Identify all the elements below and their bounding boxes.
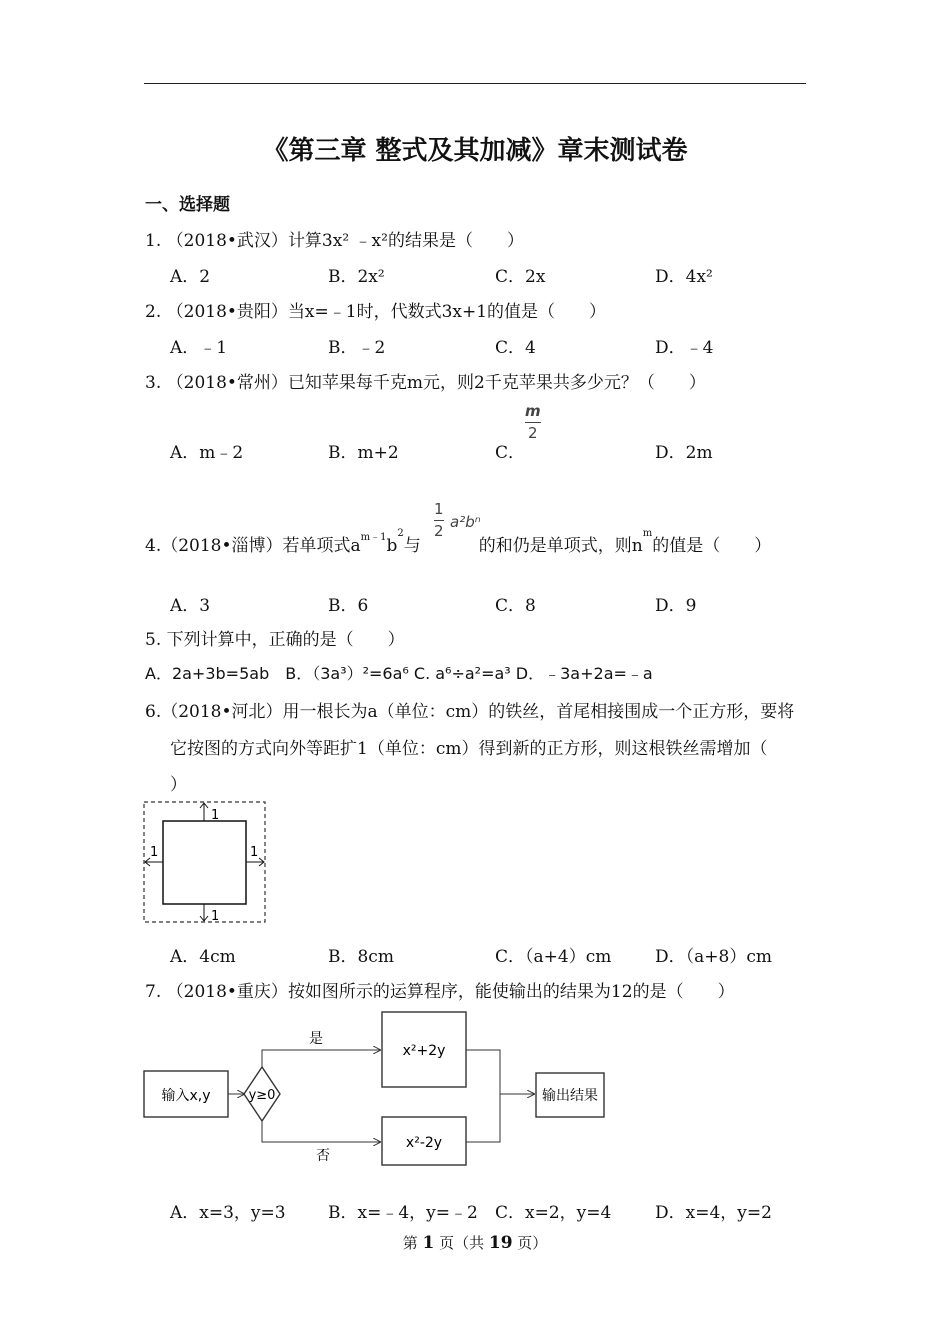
q1-option-a: A．2 <box>170 267 211 287</box>
question-6-line-1: 6.（2018•河北）用一根长为a（单位：cm）的铁丝，首尾相接围成一个正方形，要将 <box>145 702 795 722</box>
q3-option-a: A．m﹣2 <box>170 443 244 463</box>
q4-fraction-term: a²bⁿ <box>450 513 481 531</box>
q3-option-b: B．m+2 <box>328 443 399 463</box>
question-2: 2. （2018•贵阳）当x=﹣1时，代数式3x+1的值是（ ） <box>145 302 607 322</box>
header-rule <box>144 83 806 84</box>
page-total: 19 <box>488 1233 513 1253</box>
q2-option-c: C．4 <box>495 338 536 358</box>
q1-option-d: D．4x² <box>655 267 713 287</box>
expr-yes-label: x²+2y <box>402 1043 446 1059</box>
question-6-line-3: ） <box>170 775 187 795</box>
q6-option-a: A．4cm <box>170 947 236 967</box>
q1-option-b: B．2x² <box>328 267 385 287</box>
inner-square <box>163 821 246 904</box>
question-7: 7. （2018•重庆）按如图所示的运算程序，能使输出的结果为12的是（ ） <box>145 982 735 1002</box>
label-left: 1 <box>150 845 159 860</box>
q7-option-d: D．x=4，y=2 <box>655 1203 772 1223</box>
page-number: 1 <box>422 1233 435 1253</box>
q2-option-d: D．﹣4 <box>655 338 714 358</box>
q4-fraction: $\frac{1}{2}$ <box>434 500 444 540</box>
q1-option-c: C．2x <box>495 267 546 287</box>
page-footer: 第 1 页（共 19 页） <box>402 1233 548 1253</box>
label-bottom: 1 <box>211 909 220 924</box>
q6-option-b: B．8cm <box>328 947 394 967</box>
condition-label: y≥0 <box>248 1088 276 1103</box>
question-5: 5. 下列计算中，正确的是（ ） <box>145 630 405 650</box>
q6-option-d: D．（a+8）cm <box>655 947 772 967</box>
expr-no-label: x²-2y <box>405 1135 443 1151</box>
q3-option-c: C． <box>495 443 526 463</box>
square-expansion-figure <box>142 800 268 926</box>
page-title: 《第三章 整式及其加减》章末测试卷 <box>262 136 688 166</box>
label-top: 1 <box>211 808 220 823</box>
q4-option-a: A．3 <box>170 596 211 616</box>
question-6-line-2: 它按图的方式向外等距扩1（单位：cm）得到新的正方形，则这根铁丝需增加（ <box>170 739 768 759</box>
question-4: 4.（2018•淄博）若单项式$a^{m﹣1}b^2$与 的和仍是单项式，则$n^m$的值是（ ） <box>145 528 772 556</box>
no-label: 否 <box>316 1148 330 1164</box>
question-1: 1. （2018•武汉）计算3x² ﹣x²的结果是（ ） <box>145 231 524 251</box>
input-label: 输入x,y <box>161 1088 211 1104</box>
q3-option-d: D．2m <box>655 443 713 463</box>
flowchart <box>140 1005 610 1175</box>
q7-option-a: A．x=3，y=3 <box>170 1203 286 1223</box>
q2-option-b: B．﹣2 <box>328 338 386 358</box>
section-heading: 一、选择题 <box>145 195 230 215</box>
question-3: 3. （2018•常州）已知苹果每千克m元，则2千克苹果共多少元？（ ） <box>145 373 706 393</box>
q3-fraction: $\frac{m}{2}$ <box>525 402 541 442</box>
label-right: 1 <box>250 845 259 860</box>
q2-option-a: A．﹣1 <box>170 338 228 358</box>
q7-option-c: C．x=2，y=4 <box>495 1203 612 1223</box>
q5-options: A．2a+3b=5ab B．（3a³）²=6a⁶ C. a⁶÷a²=a³ D．﹣3a+2a=﹣a <box>145 664 653 683</box>
q4-option-c: C．8 <box>495 596 536 616</box>
yes-label: 是 <box>309 1031 323 1047</box>
q6-option-c: C．（a+4）cm <box>495 947 612 967</box>
q4-option-d: D．9 <box>655 596 697 616</box>
q7-option-b: B．x=﹣4，y=﹣2 <box>328 1203 478 1223</box>
q4-option-b: B．6 <box>328 596 369 616</box>
output-label: 输出结果 <box>542 1088 598 1104</box>
